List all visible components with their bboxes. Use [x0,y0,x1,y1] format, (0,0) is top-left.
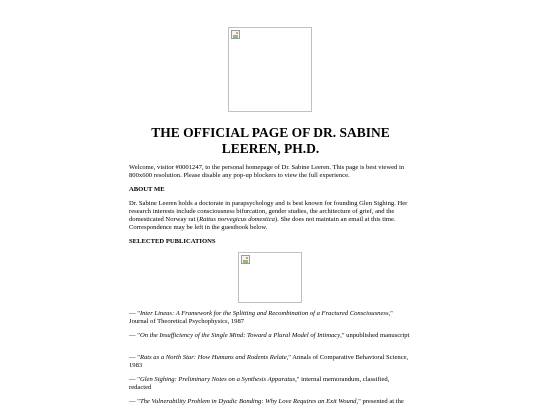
publication-source: ," internal memorandum, classified, redacted [129,376,390,391]
page-title [129,125,412,157]
publication-item [129,332,412,340]
publication-source: ," Journal of Theoretical Psychophysics, 1987 [129,310,393,325]
welcome-text [129,164,412,180]
publication-source: ," Annals of Comparative Behavioral Science, 1983 [129,354,409,369]
about-text-after: ). She does not maintain an email at this time. Correspondence may be left in the guestbook below. [129,216,396,231]
welcome-prefix: Welcome, visitor # [129,164,179,171]
welcome-suffix: , to the personal homepage of Dr. Sabine Leeren. This page is best viewed in 800x600 resolution. Please disable any pop-up blockers to view the full experience. [129,164,405,179]
publication-item [129,376,412,392]
broken-image-placeholder [228,27,312,112]
broken-image-icon [241,255,250,264]
broken-image-placeholder [238,252,302,303]
page-title-line2: LEEREN, PH.D. [221,141,320,156]
publication-title: Glen Sighing: Preliminary Notes on a Synthesis Apparatus [139,376,296,383]
publication-title: Rats as a North Star: How Humans and Rodents Relate [139,354,287,361]
publication-prefix: — " [129,332,140,339]
page-title-line1: THE OFFICIAL PAGE OF DR. SABINE [151,125,390,140]
publication-prefix: — " [129,398,140,405]
visitor-counter: 0001247 [178,164,202,171]
publication-prefix: — " [129,376,140,383]
publication-prefix: — " [129,354,140,361]
broken-image-icon [231,30,240,39]
about-heading: ABOUT ME [129,186,165,193]
publication-title: The Vulnerability Problem in Dyadic Bonding: Why Love Requires an Exit Wound [139,398,357,405]
publication-prefix: — " [129,310,140,317]
publication-source: ," presented at the [356,398,404,405]
species-name: Rattus norvegicus domestica [199,216,275,223]
about-text [129,200,412,232]
publication-item [129,310,412,326]
publication-source: ," unpublished manuscript [340,332,410,339]
publications-heading: SELECTED PUBLICATIONS [129,238,216,245]
about-text-before: Dr. Sabine Leeren holds a doctorate in parapsychology and is best known for founding Glen Sighing. Her research interests include consciousness bifurcation, gender studies, the architecture of grief, and the domesticated Norway rat ( [129,200,408,223]
publication-item [129,354,412,370]
publication-title: Inter Lineas: A Framework for the Splitting and Recombination of a Fractured Consciousness [139,310,389,317]
publication-title: On the Insufficiency of the Single Mind: Toward a Plural Model of Intimacy [139,332,341,339]
